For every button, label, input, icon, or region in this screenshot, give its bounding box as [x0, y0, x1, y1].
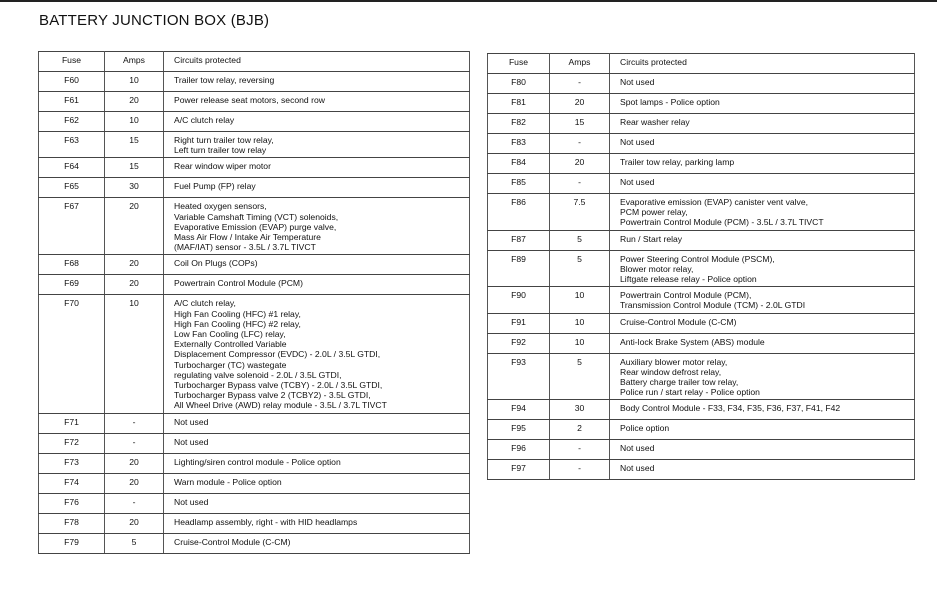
amps-cell: 20	[105, 92, 164, 112]
amps-cell: 15	[105, 132, 164, 158]
circuits-cell: Fuel Pump (FP) relay	[164, 178, 470, 198]
page-title: BATTERY JUNCTION BOX (BJB)	[39, 12, 270, 29]
fuse-cell: F84	[488, 154, 550, 174]
amps-cell: 5	[550, 353, 610, 400]
amps-cell: -	[550, 134, 610, 154]
fuse-cell: F96	[488, 440, 550, 460]
table-row	[39, 198, 470, 255]
table-row	[488, 420, 915, 440]
amps-cell: 20	[105, 453, 164, 473]
circuits-cell: Right turn trailer tow relay, Left turn trailer tow relay	[164, 132, 470, 158]
table-row	[39, 132, 470, 158]
circuits-cell: Coil On Plugs (COPs)	[164, 255, 470, 275]
circuits-cell: Rear window wiper motor	[164, 158, 470, 178]
table-header-row	[39, 52, 470, 72]
circuits-cell: Power release seat motors, second row	[164, 92, 470, 112]
table-row	[39, 295, 470, 413]
circuits-cell: Rear washer relay	[610, 114, 915, 134]
header-fuse: Fuse	[488, 54, 550, 74]
fuse-cell: F93	[488, 353, 550, 400]
top-rule	[0, 0, 937, 2]
amps-cell: 10	[550, 313, 610, 333]
circuits-cell: Cruise-Control Module (C-CM)	[610, 313, 915, 333]
amps-cell: 5	[550, 250, 610, 287]
amps-cell: 20	[105, 255, 164, 275]
circuits-cell: Power Steering Control Module (PSCM), Blower motor relay, Liftgate release relay - Police option	[610, 250, 915, 287]
table-row	[488, 400, 915, 420]
amps-cell: 2	[550, 420, 610, 440]
header-amps: Amps	[105, 52, 164, 72]
circuits-cell: Not used	[164, 493, 470, 513]
table-row	[488, 94, 915, 114]
amps-cell: -	[105, 493, 164, 513]
circuits-cell: Not used	[610, 174, 915, 194]
amps-cell: 10	[105, 112, 164, 132]
fuse-cell: F85	[488, 174, 550, 194]
table-row	[39, 493, 470, 513]
table-row	[39, 72, 470, 92]
table-row	[488, 74, 915, 94]
table-row	[39, 92, 470, 112]
table-row	[39, 513, 470, 533]
circuits-cell: Not used	[610, 460, 915, 480]
circuits-cell: Body Control Module - F33, F34, F35, F36, F37, F41, F42	[610, 400, 915, 420]
circuits-cell: Police option	[610, 420, 915, 440]
fuse-cell: F73	[39, 453, 105, 473]
amps-cell: -	[550, 440, 610, 460]
amps-cell: 7.5	[550, 194, 610, 231]
circuits-cell: Spot lamps - Police option	[610, 94, 915, 114]
fuse-cell: F61	[39, 92, 105, 112]
amps-cell: -	[550, 74, 610, 94]
amps-cell: 15	[550, 114, 610, 134]
table-row	[488, 313, 915, 333]
table-row	[39, 413, 470, 433]
table-header-row	[488, 54, 915, 74]
table-row	[488, 460, 915, 480]
amps-cell: -	[105, 433, 164, 453]
fuse-cell: F78	[39, 513, 105, 533]
amps-cell: 10	[105, 72, 164, 92]
amps-cell: 20	[105, 513, 164, 533]
circuits-cell: Auxiliary blower motor relay, Rear window defrost relay, Battery charge trailer tow relay, Police run / start relay - Police option	[610, 353, 915, 400]
table-row	[488, 154, 915, 174]
fuse-cell: F90	[488, 287, 550, 313]
amps-cell: 20	[105, 473, 164, 493]
circuits-cell: Not used	[164, 433, 470, 453]
fuse-cell: F95	[488, 420, 550, 440]
table-row	[39, 112, 470, 132]
fuse-cell: F89	[488, 250, 550, 287]
fuse-cell: F79	[39, 533, 105, 553]
circuits-cell: Heated oxygen sensors, Variable Camshaft Timing (VCT) solenoids, Evaporative Emission (EVAP) purge valve, Mass Air Flow / Intake Air Temperature (MAF/IAT) sensor - 3.5L / 3.7L TIVCT	[164, 198, 470, 255]
fuse-cell: F67	[39, 198, 105, 255]
table-row	[39, 473, 470, 493]
fuse-cell: F97	[488, 460, 550, 480]
fuse-table-left	[38, 51, 470, 554]
fuse-cell: F83	[488, 134, 550, 154]
circuits-cell: Not used	[610, 74, 915, 94]
fuse-cell: F87	[488, 230, 550, 250]
circuits-cell: A/C clutch relay, High Fan Cooling (HFC) #1 relay, High Fan Cooling (HFC) #2 relay, Low Fan Cooling (LFC) relay, Externally Controlled Variable Displacement Compressor (EVDC) - 2.0L / 3.5L GTDI, Turbocharger (TC) wastegate regulating valve solenoid - 2.0L / 3.5L GTDI, Turbocharger Bypass valve (TCBY) - 2.0L / 3.5L GTDI, Turbocharger Bypass valve 2 (TCBY2) - 3.5L GTDI, All Wheel Drive (AWD) relay module - 3.5L / 3.7L TIVCT	[164, 295, 470, 413]
amps-cell: 5	[105, 533, 164, 553]
fuse-cell: F74	[39, 473, 105, 493]
table-row	[488, 174, 915, 194]
circuits-cell: Headlamp assembly, right - with HID headlamps	[164, 513, 470, 533]
fuse-cell: F94	[488, 400, 550, 420]
fuse-cell: F68	[39, 255, 105, 275]
amps-cell: 10	[105, 295, 164, 413]
circuits-cell: A/C clutch relay	[164, 112, 470, 132]
table-row	[39, 178, 470, 198]
amps-cell: 30	[550, 400, 610, 420]
circuits-cell: Cruise-Control Module (C-CM)	[164, 533, 470, 553]
fuse-cell: F62	[39, 112, 105, 132]
circuits-cell: Anti-lock Brake System (ABS) module	[610, 333, 915, 353]
fuse-cell: F65	[39, 178, 105, 198]
circuits-cell: Not used	[610, 440, 915, 460]
fuse-cell: F71	[39, 413, 105, 433]
table-row	[39, 275, 470, 295]
table-row	[488, 114, 915, 134]
header-circuits: Circuits protected	[610, 54, 915, 74]
table-row	[39, 453, 470, 473]
circuits-cell: Evaporative emission (EVAP) canister vent valve, PCM power relay, Powertrain Control Module (PCM) - 3.5L / 3.7L TIVCT	[610, 194, 915, 231]
table-row	[488, 134, 915, 154]
circuits-cell: Lighting/siren control module - Police option	[164, 453, 470, 473]
fuse-cell: F91	[488, 313, 550, 333]
amps-cell: 15	[105, 158, 164, 178]
table-row	[39, 433, 470, 453]
amps-cell: 20	[550, 94, 610, 114]
fuse-table-right	[487, 53, 915, 480]
fuse-cell: F60	[39, 72, 105, 92]
amps-cell: -	[105, 413, 164, 433]
fuse-cell: F86	[488, 194, 550, 231]
header-circuits: Circuits protected	[164, 52, 470, 72]
fuse-cell: F92	[488, 333, 550, 353]
amps-cell: 20	[105, 198, 164, 255]
amps-cell: 20	[550, 154, 610, 174]
circuits-cell: Powertrain Control Module (PCM), Transmission Control Module (TCM) - 2.0L GTDI	[610, 287, 915, 313]
circuits-cell: Run / Start relay	[610, 230, 915, 250]
amps-cell: -	[550, 174, 610, 194]
amps-cell: 10	[550, 287, 610, 313]
amps-cell: 20	[105, 275, 164, 295]
table-row	[488, 287, 915, 313]
table-row	[488, 333, 915, 353]
table-row	[488, 230, 915, 250]
circuits-cell: Trailer tow relay, parking lamp	[610, 154, 915, 174]
fuse-cell: F64	[39, 158, 105, 178]
circuits-cell: Not used	[610, 134, 915, 154]
fuse-cell: F81	[488, 94, 550, 114]
fuse-cell: F72	[39, 433, 105, 453]
table-row	[488, 194, 915, 231]
amps-cell: -	[550, 460, 610, 480]
fuse-cell: F80	[488, 74, 550, 94]
table-row	[488, 353, 915, 400]
circuits-cell: Not used	[164, 413, 470, 433]
table-row	[488, 250, 915, 287]
circuits-cell: Warn module - Police option	[164, 473, 470, 493]
fuse-cell: F70	[39, 295, 105, 413]
fuse-cell: F76	[39, 493, 105, 513]
table-row	[488, 440, 915, 460]
fuse-cell: F69	[39, 275, 105, 295]
table-row	[39, 158, 470, 178]
amps-cell: 5	[550, 230, 610, 250]
fuse-cell: F63	[39, 132, 105, 158]
header-amps: Amps	[550, 54, 610, 74]
table-row	[39, 533, 470, 553]
amps-cell: 30	[105, 178, 164, 198]
fuse-cell: F82	[488, 114, 550, 134]
circuits-cell: Trailer tow relay, reversing	[164, 72, 470, 92]
table-row	[39, 255, 470, 275]
header-fuse: Fuse	[39, 52, 105, 72]
amps-cell: 10	[550, 333, 610, 353]
circuits-cell: Powertrain Control Module (PCM)	[164, 275, 470, 295]
